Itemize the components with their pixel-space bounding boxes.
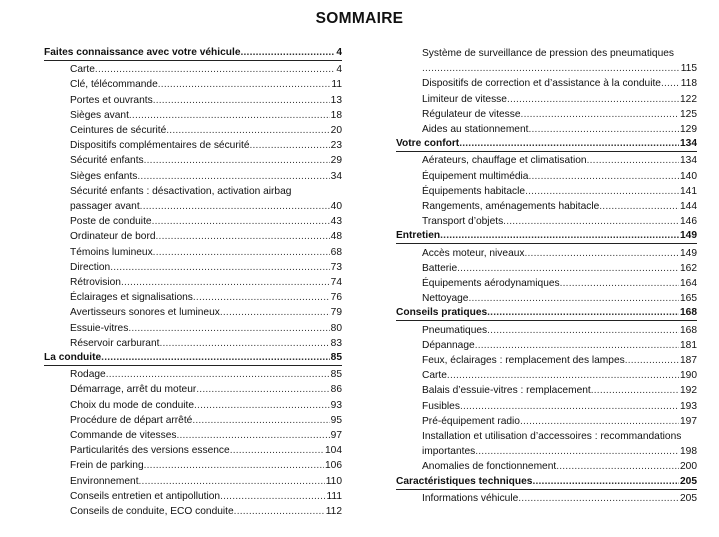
dot-leader — [140, 199, 330, 214]
toc-entry-label: Balais d’essuie-vitres : remplacement — [422, 385, 591, 397]
toc-entry[interactable] — [396, 122, 697, 137]
toc-entry[interactable] — [44, 275, 342, 290]
toc-page-number: 85 — [330, 352, 342, 364]
toc-entry[interactable] — [44, 336, 342, 351]
toc-page-number: 149 — [680, 247, 697, 259]
dot-leader — [520, 414, 679, 429]
toc-entry-label: Fusibles — [422, 400, 460, 412]
toc-entry[interactable] — [396, 92, 697, 107]
toc-entry[interactable] — [44, 489, 342, 504]
toc-entry-label: Régulateur de vitesse — [422, 108, 521, 120]
toc-entry-label: Dispositifs complémentaires de sécurité — [70, 140, 250, 152]
toc-page-number: 164 — [680, 278, 697, 290]
dot-leader — [447, 368, 679, 383]
toc-entry-label: Dispositifs de correction et d’assistance à la conduite — [422, 78, 661, 90]
toc-page-number: 181 — [680, 339, 697, 351]
toc-page-number: 4 — [336, 47, 342, 58]
toc-entry-label: Feux, éclairages : remplacement des lampes — [422, 355, 625, 367]
dot-leader — [525, 184, 679, 199]
dot-leader — [152, 214, 330, 229]
toc-entry-label: Rétrovision — [70, 277, 121, 289]
toc-entry[interactable] — [44, 260, 342, 275]
toc-entry-label: Commande de vitesses — [70, 430, 177, 442]
toc-entry[interactable] — [396, 169, 697, 184]
toc-entry-label: Clé, télécommande — [70, 79, 158, 91]
dot-leader — [487, 323, 679, 338]
toc-entry-label: Environnement — [70, 475, 139, 487]
toc-entry-label: Direction — [70, 261, 111, 273]
toc-entry-label: importantes — [422, 446, 476, 458]
toc-page-number: 115 — [680, 63, 697, 75]
dot-leader — [440, 229, 679, 243]
toc-page-number: 168 — [680, 324, 697, 336]
toc-section-heading[interactable] — [396, 137, 697, 152]
dot-leader — [220, 305, 330, 320]
toc-entry[interactable] — [396, 383, 697, 398]
toc-page-number: 83 — [330, 337, 342, 349]
dot-leader — [475, 338, 679, 353]
toc-page-number: 11 — [331, 79, 342, 91]
toc-entry-label: Entretien — [396, 230, 441, 242]
toc-entry[interactable] — [44, 108, 342, 123]
dot-leader — [194, 398, 330, 413]
dot-leader — [196, 382, 329, 397]
toc-entry-label: Équipement multimédia — [422, 170, 529, 182]
toc-entry-label: Aérateurs, chauffage et climatisation — [422, 155, 587, 167]
toc-page-number: 134 — [680, 155, 697, 167]
toc-section-heading[interactable] — [396, 306, 697, 321]
toc-entry[interactable] — [396, 414, 697, 429]
toc-page-number: 13 — [330, 94, 342, 106]
toc-page-number: 97 — [330, 430, 342, 442]
toc-entry[interactable] — [44, 398, 342, 413]
toc-entry-label: Sécurité enfants — [70, 155, 144, 167]
toc-page-number: 68 — [330, 246, 342, 258]
dot-leader — [475, 444, 679, 459]
toc-entry-label: Choix du mode de conduite — [70, 399, 195, 411]
toc-entry-label: Informations véhicule — [422, 492, 519, 504]
dot-leader — [460, 399, 679, 414]
toc-entry-label: Caractéristiques techniques — [396, 475, 533, 487]
toc-entry[interactable] — [44, 428, 342, 443]
toc-page-number: 125 — [680, 108, 697, 120]
toc-page-number: 129 — [680, 124, 697, 136]
toc-page-number: 122 — [680, 93, 697, 105]
toc-page-number: 141 — [680, 185, 697, 197]
toc-entry-label: Carte — [70, 64, 95, 76]
toc-entry-label: Pré-équipement radio — [422, 415, 520, 427]
dot-leader — [503, 214, 679, 229]
toc-entry-label: Sièges avant — [70, 109, 129, 121]
dot-leader — [158, 77, 331, 92]
toc-page-number: 198 — [680, 446, 697, 458]
toc-page-number: 111 — [326, 490, 342, 502]
toc-page-number: 86 — [330, 384, 342, 396]
toc-entry[interactable] — [44, 214, 342, 229]
toc-entry-label: Limiteur de vitesse — [422, 93, 507, 105]
toc-page-number: 192 — [680, 385, 697, 397]
toc-entry[interactable] — [44, 474, 342, 489]
toc-entry-first-line[interactable]: Installation et utilisation d’accessoires : recommandations — [422, 431, 682, 443]
toc-entry[interactable] — [396, 323, 697, 338]
dot-leader — [153, 93, 330, 108]
dot-leader — [220, 489, 325, 504]
toc-page-number: 140 — [680, 170, 697, 182]
dot-leader — [192, 413, 329, 428]
dot-leader — [556, 459, 679, 474]
toc-entry-label: Frein de parking — [70, 460, 144, 472]
toc-page-number: 20 — [330, 125, 342, 136]
dot-leader — [507, 92, 679, 107]
toc-entry-label: Batterie — [422, 262, 458, 274]
toc-entry-label: Sièges enfants — [70, 170, 138, 182]
toc-page-number: 43 — [330, 216, 342, 228]
toc-page-number: 95 — [330, 414, 342, 426]
toc-entry[interactable] — [396, 153, 697, 168]
toc-entry-label: passager avant — [70, 201, 140, 213]
toc-entry-label: Accès moteur, niveaux — [422, 247, 525, 259]
dot-leader — [521, 107, 679, 122]
toc-page-number: 23 — [330, 140, 342, 152]
toc-page-number: 134 — [680, 138, 697, 150]
dot-leader — [110, 260, 329, 275]
toc-entry-label: Conseils entretien et antipollution — [70, 490, 221, 502]
toc-page-number: 104 — [325, 445, 342, 457]
toc-entry[interactable] — [44, 93, 342, 108]
toc-page-number: 76 — [330, 292, 342, 304]
toc-entry-label: Avertisseurs sonores et lumineux — [70, 307, 220, 319]
toc-page-number: 200 — [680, 461, 697, 473]
toc-column-right — [396, 46, 697, 506]
toc-page-number: 112 — [325, 506, 342, 518]
toc-entry[interactable] — [396, 459, 697, 474]
dot-leader — [459, 137, 679, 151]
toc-entry[interactable] — [396, 214, 697, 229]
toc-entry[interactable] — [44, 367, 342, 382]
toc-entry[interactable] — [44, 199, 342, 214]
dot-leader — [144, 153, 330, 168]
toc-section-heading[interactable] — [44, 46, 342, 61]
dot-leader — [144, 458, 324, 473]
toc-entry-label: Rangements, aménagements habitacle — [422, 201, 600, 213]
toc-page-number: 18 — [330, 109, 342, 121]
toc-entry[interactable] — [396, 368, 697, 383]
toc-entry-label: Procédure de départ arrêté — [70, 414, 193, 426]
toc-entry-label: Dépannage — [422, 339, 475, 351]
toc-entry[interactable] — [44, 123, 342, 138]
toc-page-number: 29 — [330, 155, 342, 167]
dot-leader — [487, 306, 679, 320]
toc-page-number: 34 — [330, 170, 342, 182]
dot-leader — [176, 428, 329, 443]
dot-leader — [250, 138, 330, 153]
toc-entry[interactable] — [44, 169, 342, 184]
toc-entry[interactable] — [44, 458, 342, 473]
toc-entry-label: Équipements habitacle — [422, 185, 526, 197]
dot-leader — [599, 199, 679, 214]
toc-entry[interactable] — [396, 107, 697, 122]
dot-leader — [106, 367, 330, 382]
toc-page-number: 85 — [330, 369, 342, 381]
dot-leader — [128, 321, 329, 336]
toc-entry-label: Conseils de conduite, ECO conduite — [70, 506, 234, 518]
toc-page-number: 205 — [680, 492, 697, 504]
toc-page-number: 93 — [330, 399, 342, 411]
toc-entry-label: Ordinateur de bord — [70, 231, 156, 243]
toc-entry[interactable] — [44, 290, 342, 305]
dot-leader — [121, 275, 330, 290]
toc-entry[interactable] — [396, 261, 697, 276]
toc-entry[interactable] — [44, 153, 342, 168]
dot-leader — [525, 246, 680, 261]
dot-leader — [518, 491, 679, 506]
toc-entry-label: Essuie-vitres — [70, 322, 129, 334]
toc-entry-label: Nettoyage — [422, 293, 469, 305]
toc-page-number: 187 — [680, 355, 697, 367]
toc-entry-label: Conseils pratiques — [396, 307, 488, 319]
dot-leader — [560, 276, 679, 291]
dot-leader — [241, 46, 336, 60]
toc-entry[interactable] — [396, 338, 697, 353]
toc-entry[interactable] — [396, 491, 697, 506]
toc-entry-label: Carte — [422, 370, 447, 382]
toc-entry[interactable] — [396, 276, 697, 291]
dot-leader — [193, 290, 330, 305]
toc-page-number: 162 — [680, 262, 697, 274]
toc-entry-label: Équipements aérodynamiques — [422, 278, 560, 290]
dot-leader — [587, 153, 679, 168]
dot-leader — [139, 474, 325, 489]
toc-entry-label: Témoins lumineux — [70, 246, 153, 258]
toc-entry[interactable] — [396, 76, 697, 91]
toc-entry[interactable] — [396, 444, 697, 459]
toc-page-number: 168 — [680, 307, 697, 319]
toc-entry-label: Transport d’objets — [422, 216, 504, 228]
toc-page-number: 165 — [680, 293, 697, 305]
toc-entry-label: Réservoir carburant — [70, 337, 160, 349]
toc-entry[interactable] — [44, 504, 342, 519]
toc-entry[interactable] — [44, 321, 342, 336]
toc-page-number: 79 — [330, 307, 342, 319]
toc-page-number: 190 — [680, 370, 697, 382]
toc-entry-first-line[interactable]: Sécurité enfants : désactivation, activation airbag — [70, 185, 292, 197]
toc-entry[interactable] — [44, 382, 342, 397]
toc-page-number: 118 — [680, 78, 697, 90]
dot-leader — [661, 76, 680, 91]
dot-leader — [532, 475, 679, 489]
toc-page-number: 110 — [325, 475, 342, 487]
toc-section-heading[interactable] — [396, 229, 697, 244]
toc-entry[interactable] — [44, 62, 342, 77]
toc-section-heading[interactable] — [44, 351, 342, 366]
toc-entry-label: Poste de conduite — [70, 216, 152, 228]
toc-entry-label: Rodage — [70, 369, 106, 381]
toc-entry[interactable] — [396, 291, 697, 306]
toc-entry[interactable] — [44, 245, 342, 260]
toc-entry-first-line[interactable]: Système de surveillance de pression des pneumatiques — [422, 48, 675, 59]
toc-page-number: 74 — [330, 277, 342, 289]
toc-entry[interactable] — [396, 246, 697, 261]
toc-entry[interactable] — [44, 305, 342, 320]
toc-page-number: 149 — [680, 230, 697, 242]
dot-leader — [137, 169, 329, 184]
page-title: SOMMAIRE — [315, 10, 404, 27]
dot-leader — [95, 62, 335, 77]
toc-entry[interactable] — [44, 77, 342, 92]
toc-entry-label: Votre confort — [396, 138, 460, 150]
toc-page-number: 48 — [330, 231, 342, 243]
toc-entry-label: Faites connaissance avec votre véhicule — [44, 47, 241, 58]
toc-entry[interactable] — [44, 413, 342, 428]
dot-leader — [153, 245, 330, 260]
toc-entry[interactable] — [44, 138, 342, 153]
toc-entry[interactable] — [396, 199, 697, 214]
toc-page-number: 4 — [336, 64, 342, 76]
toc-page-number: 106 — [325, 460, 342, 472]
toc-entry-label: Aides au stationnement — [422, 124, 529, 136]
toc-entry[interactable] — [396, 184, 697, 199]
toc-entry-label: Ceintures de sécurité — [70, 125, 167, 136]
toc-page-number: 146 — [680, 216, 697, 228]
dot-leader — [156, 229, 330, 244]
dot-leader — [528, 122, 679, 137]
toc-page-number: 73 — [330, 261, 342, 273]
toc-page-number: 40 — [330, 201, 342, 213]
dot-leader — [166, 123, 329, 138]
toc-entry-label: Portes et ouvrants — [70, 94, 153, 106]
toc-entry-label: La conduite — [44, 352, 102, 364]
toc-entry[interactable] — [396, 353, 697, 368]
dot-leader — [528, 169, 679, 184]
toc-section-heading[interactable] — [396, 475, 697, 490]
dot-leader — [591, 383, 679, 398]
dot-leader — [422, 61, 680, 76]
dot-leader — [230, 443, 324, 458]
dot-leader — [625, 353, 679, 368]
dot-leader — [101, 351, 329, 365]
dot-leader — [159, 336, 329, 351]
toc-page-number: 205 — [680, 475, 697, 487]
toc-page-number: 80 — [330, 322, 342, 334]
toc-entry-label: Pneumatiques — [422, 324, 488, 336]
toc-entry[interactable] — [396, 61, 697, 76]
toc-column-left — [44, 46, 342, 519]
toc-page-number: 193 — [680, 400, 697, 412]
toc-entry-label: Éclairages et signalisations — [70, 292, 193, 304]
toc-entry-label: Particularités des versions essence — [70, 445, 230, 457]
toc-entry[interactable] — [396, 399, 697, 414]
dot-leader — [129, 108, 330, 123]
dot-leader — [468, 291, 679, 306]
toc-entry-label: Démarrage, arrêt du moteur — [70, 384, 197, 396]
toc-page-number: 144 — [680, 201, 697, 213]
dot-leader — [457, 261, 679, 276]
toc-page-number: 197 — [680, 415, 697, 427]
toc-entry-label: Anomalies de fonctionnement — [422, 461, 557, 473]
toc-entry[interactable] — [44, 229, 342, 244]
dot-leader — [234, 504, 325, 519]
toc-entry[interactable] — [44, 443, 342, 458]
